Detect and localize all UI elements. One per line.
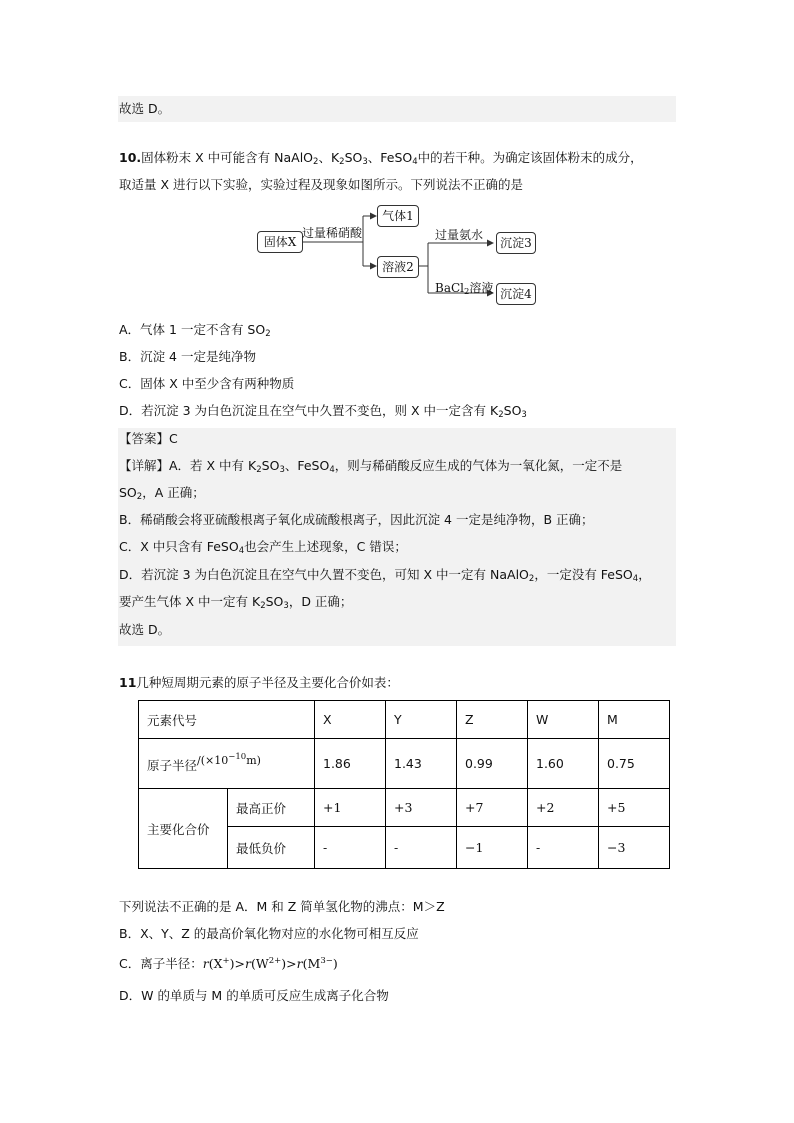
cell-radius-y: 1.43 [386, 739, 457, 789]
cell-code-header: 元素代号 [139, 701, 315, 739]
q10-detail-line1: 【详解】A．若 X 中有 $K_2SO_3$、FeSO$_4$，则与稀硝酸反应生成的气体为一氧化氮，一定不是 [119, 458, 623, 475]
q10-option-c: C．固体 X 中至少含有两种物质 [119, 376, 295, 391]
cell-max-header: 最高正价 [228, 789, 315, 827]
q10-stem-line2: 取适量 X 进行以下实验，实验过程及现象如图所示。下列说法不正确的是 [119, 177, 524, 192]
cell-min-z: −1 [457, 827, 528, 869]
cell-element-x: X [315, 701, 386, 739]
q10-detail-line4: C．X 中只含有 FeSO$_4$也会产生上述现象，C 错误； [119, 539, 407, 556]
cell-radius-m: 0.75 [599, 739, 670, 789]
radius-unit: $/(\times 10^{-10}m)$ [197, 751, 261, 767]
box-solid-x: 固体X [257, 231, 303, 253]
q10-stem-line1: 10.固体粉末 X 中可能含有 NaAlO$_2$、$K_2SO_3$、FeSO$_4$中的若干种。为确定该固体粉末的成分， [119, 150, 643, 167]
cell-min-w: - [528, 827, 599, 869]
cell-radius-header: 原子半径$/(\times 10^{-10}m)$ [139, 739, 315, 789]
prev-end-text: 故选 D。 [119, 101, 171, 116]
q10-detail-line2: $SO_2$，A 正确； [119, 485, 205, 502]
cell-min-x: - [315, 827, 386, 869]
cell-element-w: W [528, 701, 599, 739]
table-row-header [139, 701, 670, 739]
box-gas-1: 气体1 [377, 205, 419, 227]
cell-radius-w: 1.60 [528, 739, 599, 789]
cell-radius-x: 1.86 [315, 739, 386, 789]
cell-element-y: Y [386, 701, 457, 739]
element-table [138, 700, 670, 869]
box-precipitate-4: 沉淀4 [496, 283, 536, 305]
cell-element-m: M [599, 701, 670, 739]
cell-max-x: +1 [315, 789, 386, 827]
q11-option-a: 下列说法不正确的是 A．M 和 Z 简单氢化物的沸点：M＞Z [119, 899, 445, 914]
box-solution-2: 溶液2 [377, 256, 419, 278]
cell-min-header: 最低负价 [228, 827, 315, 869]
cell-max-y: +3 [386, 789, 457, 827]
cell-radius-z: 0.99 [457, 739, 528, 789]
q10-option-a: A．气体 1 一定不含有 $SO_2$ [119, 322, 271, 339]
q11-number: 11 [119, 675, 137, 690]
q10-detail-line3: B．稀硝酸会将亚硫酸根离子氧化成硫酸根离子，因此沉淀 4 一定是纯净物，B 正确； [119, 512, 594, 527]
cell-max-w: +2 [528, 789, 599, 827]
cell-valence-header: 主要化合价 [139, 789, 228, 869]
cell-max-z: +7 [457, 789, 528, 827]
cell-min-m: −3 [599, 827, 670, 869]
table-row-radius [139, 739, 670, 789]
q10-option-d: D．若沉淀 3 为白色沉淀且在空气中久置不变色，则 X 中一定含有 $K_2SO_3$ [119, 403, 527, 420]
cell-element-z: Z [457, 701, 528, 739]
q10-detail-end: 故选 D。 [119, 622, 171, 637]
q10-answer: 【答案】C [119, 431, 178, 446]
table-row-max-valence [139, 789, 670, 827]
q10-number: 10. [119, 150, 142, 165]
q10-detail-line5: D．若沉淀 3 为白色沉淀且在空气中久置不变色，可知 X 中一定有 NaAlO$_2$，一定没有 FeSO$_4$， [119, 567, 651, 584]
q10-option-b: B．沉淀 4 一定是纯净物 [119, 349, 256, 364]
q11-stem: 11几种短周期元素的原子半径及主要化合价如表： [119, 675, 399, 690]
q10-detail-line6: 要产生气体 X 中一定有 $K_2SO_3$，D 正确； [119, 594, 353, 611]
cell-max-m: +5 [599, 789, 670, 827]
label-bacl2-solution: BaCl$_2$溶液 [435, 281, 494, 297]
label-excess-ammonia: 过量氨水 [435, 228, 484, 242]
q11-option-c: C．离子半径：$r(X^+)>r(W^{2+})>r(M^{3-})$ [119, 956, 338, 971]
q11-option-d: D．W 的单质与 M 的单质可反应生成离子化合物 [119, 988, 389, 1003]
prev-answer-shade [118, 96, 676, 122]
q11-option-b: B．X、Y、Z 的最高价氧化物对应的水化物可相互反应 [119, 926, 419, 941]
cell-min-y: - [386, 827, 457, 869]
label-dilute-nitric-acid: 过量稀硝酸 [302, 226, 363, 240]
ionic-radius-expression: $r(X^+)>r(W^{2+})>r(M^{3-})$ [202, 956, 338, 971]
box-precipitate-3: 沉淀3 [496, 232, 536, 254]
